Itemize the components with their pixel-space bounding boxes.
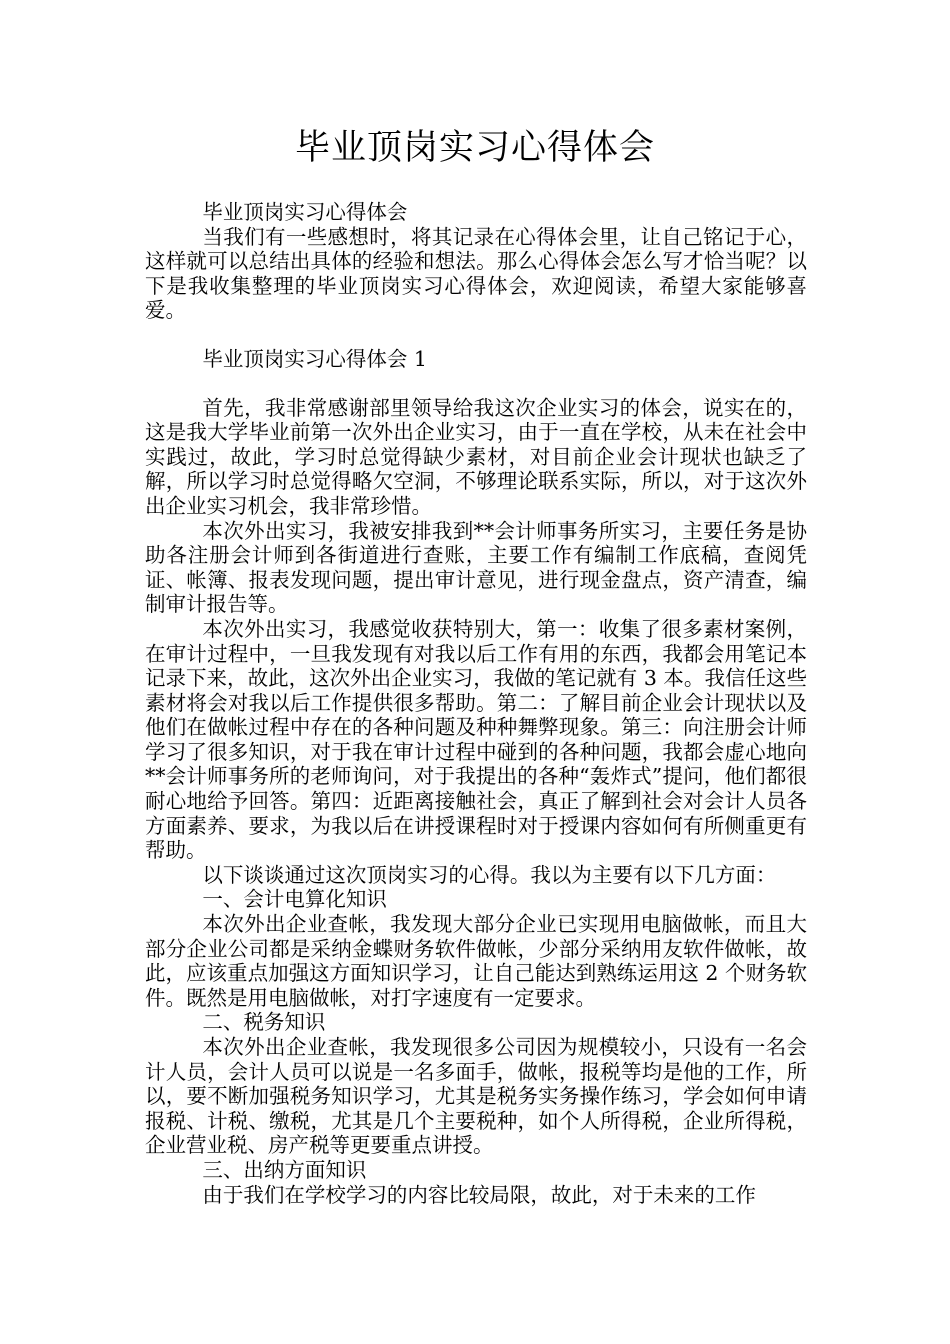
section-heading: 二、税务知识 xyxy=(202,1010,326,1035)
body-paragraph: 本次外出实习，我被安排我到**会计师事务所实习，主要任务是协助各注册会计师到各街道进行查账，主要工作有编制工作底稿，查阅凭证、帐簿、报表发现问题，提出审计意见，进行现金盘点，资产清查，编制审计报告等。 xyxy=(145,518,807,617)
section-heading: 一、会计电算化知识 xyxy=(202,887,387,912)
section-title: 毕业顶岗实习心得体会 1 xyxy=(202,346,427,371)
document-body xyxy=(145,200,807,1207)
body-paragraph: 由于我们在学校学习的内容比较局限，故此，对于未来的工作 xyxy=(202,1182,756,1207)
section-heading: 三、出纳方面知识 xyxy=(202,1157,367,1182)
document-subtitle: 毕业顶岗实习心得体会 xyxy=(202,200,408,224)
body-paragraph: 首先，我非常感谢部里领导给我这次企业实习的体会，说实在的，这是我大学毕业前第一次外出企业实习，由于一直在学校，从未在社会中实践过，故此，学习时总觉得缺少素材，对目前企业会计现状也缺乏了解，所以学习时总觉得略欠空洞，不够理论联系实际，所以，对于这次外出企业实习机会，我非常珍惜。 xyxy=(145,395,807,518)
body-paragraph: 本次外出企业查帐，我发现很多公司因为规模较小，只设有一名会计人员，会计人员可以说是一名多面手，做帐，报税等均是他的工作，所以，要不断加强税务知识学习，尤其是税务实务操作练习，学会如何申请报税、计税、缴税，尤其是几个主要税种，如个人所得税，企业所得税，企业营业税、房产税等更要重点讲授。 xyxy=(145,1035,807,1158)
spacer xyxy=(145,323,807,347)
spacer xyxy=(145,372,807,396)
document-title: 毕业顶岗实习心得体会 xyxy=(294,128,655,168)
body-paragraph: 本次外出实习，我感觉收获特别大，第一：收集了很多素材案例，在审计过程中，一旦我发现有对我以后工作有用的东西，我都会用笔记本记录下来，故此，这次外出企业实习，我做的笔记就有 3 本。我信任这些素材将会对我以后工作提供很多帮助。第二：了解目前企业会计现状以及他们在做帐过程中存在的各种问题及种种舞弊现象。第三：向注册会计师学习了很多知识，对于我在审计过程中碰到的各种问题，我都会虚心地向**会计师事务所的老师询问，对于我提出的各种“轰炸式”提问，他们都很耐心地给予回答。第四：近距离接触社会，真正了解到社会对会计人员各方面素养、要求，为我以后在讲授课程时对于授课内容如何有所侧重更有帮助。 xyxy=(145,616,807,863)
body-paragraph: 本次外出企业查帐，我发现大部分企业已实现用电脑做帐，而且大部分企业公司都是采纳金蝶财务软件做帐，少部分采纳用友软件做帐，故此，应该重点加强这方面知识学习，让自己能达到熟练运用这 2 个财务软件。既然是用电脑做帐，对打字速度有一定要求。 xyxy=(145,912,807,1010)
body-paragraph: 以下谈谈通过这次顶岗实习的心得。我以为主要有以下几方面： xyxy=(202,862,777,887)
intro-paragraph: 当我们有一些感想时，将其记录在心得体会里，让自己铭记于心，这样就可以总结出具体的经验和想法。那么心得体会怎么写才恰当呢？以下是我收集整理的毕业顶岗实习心得体会，欢迎阅读，希望大家能够喜爱。 xyxy=(145,224,807,323)
